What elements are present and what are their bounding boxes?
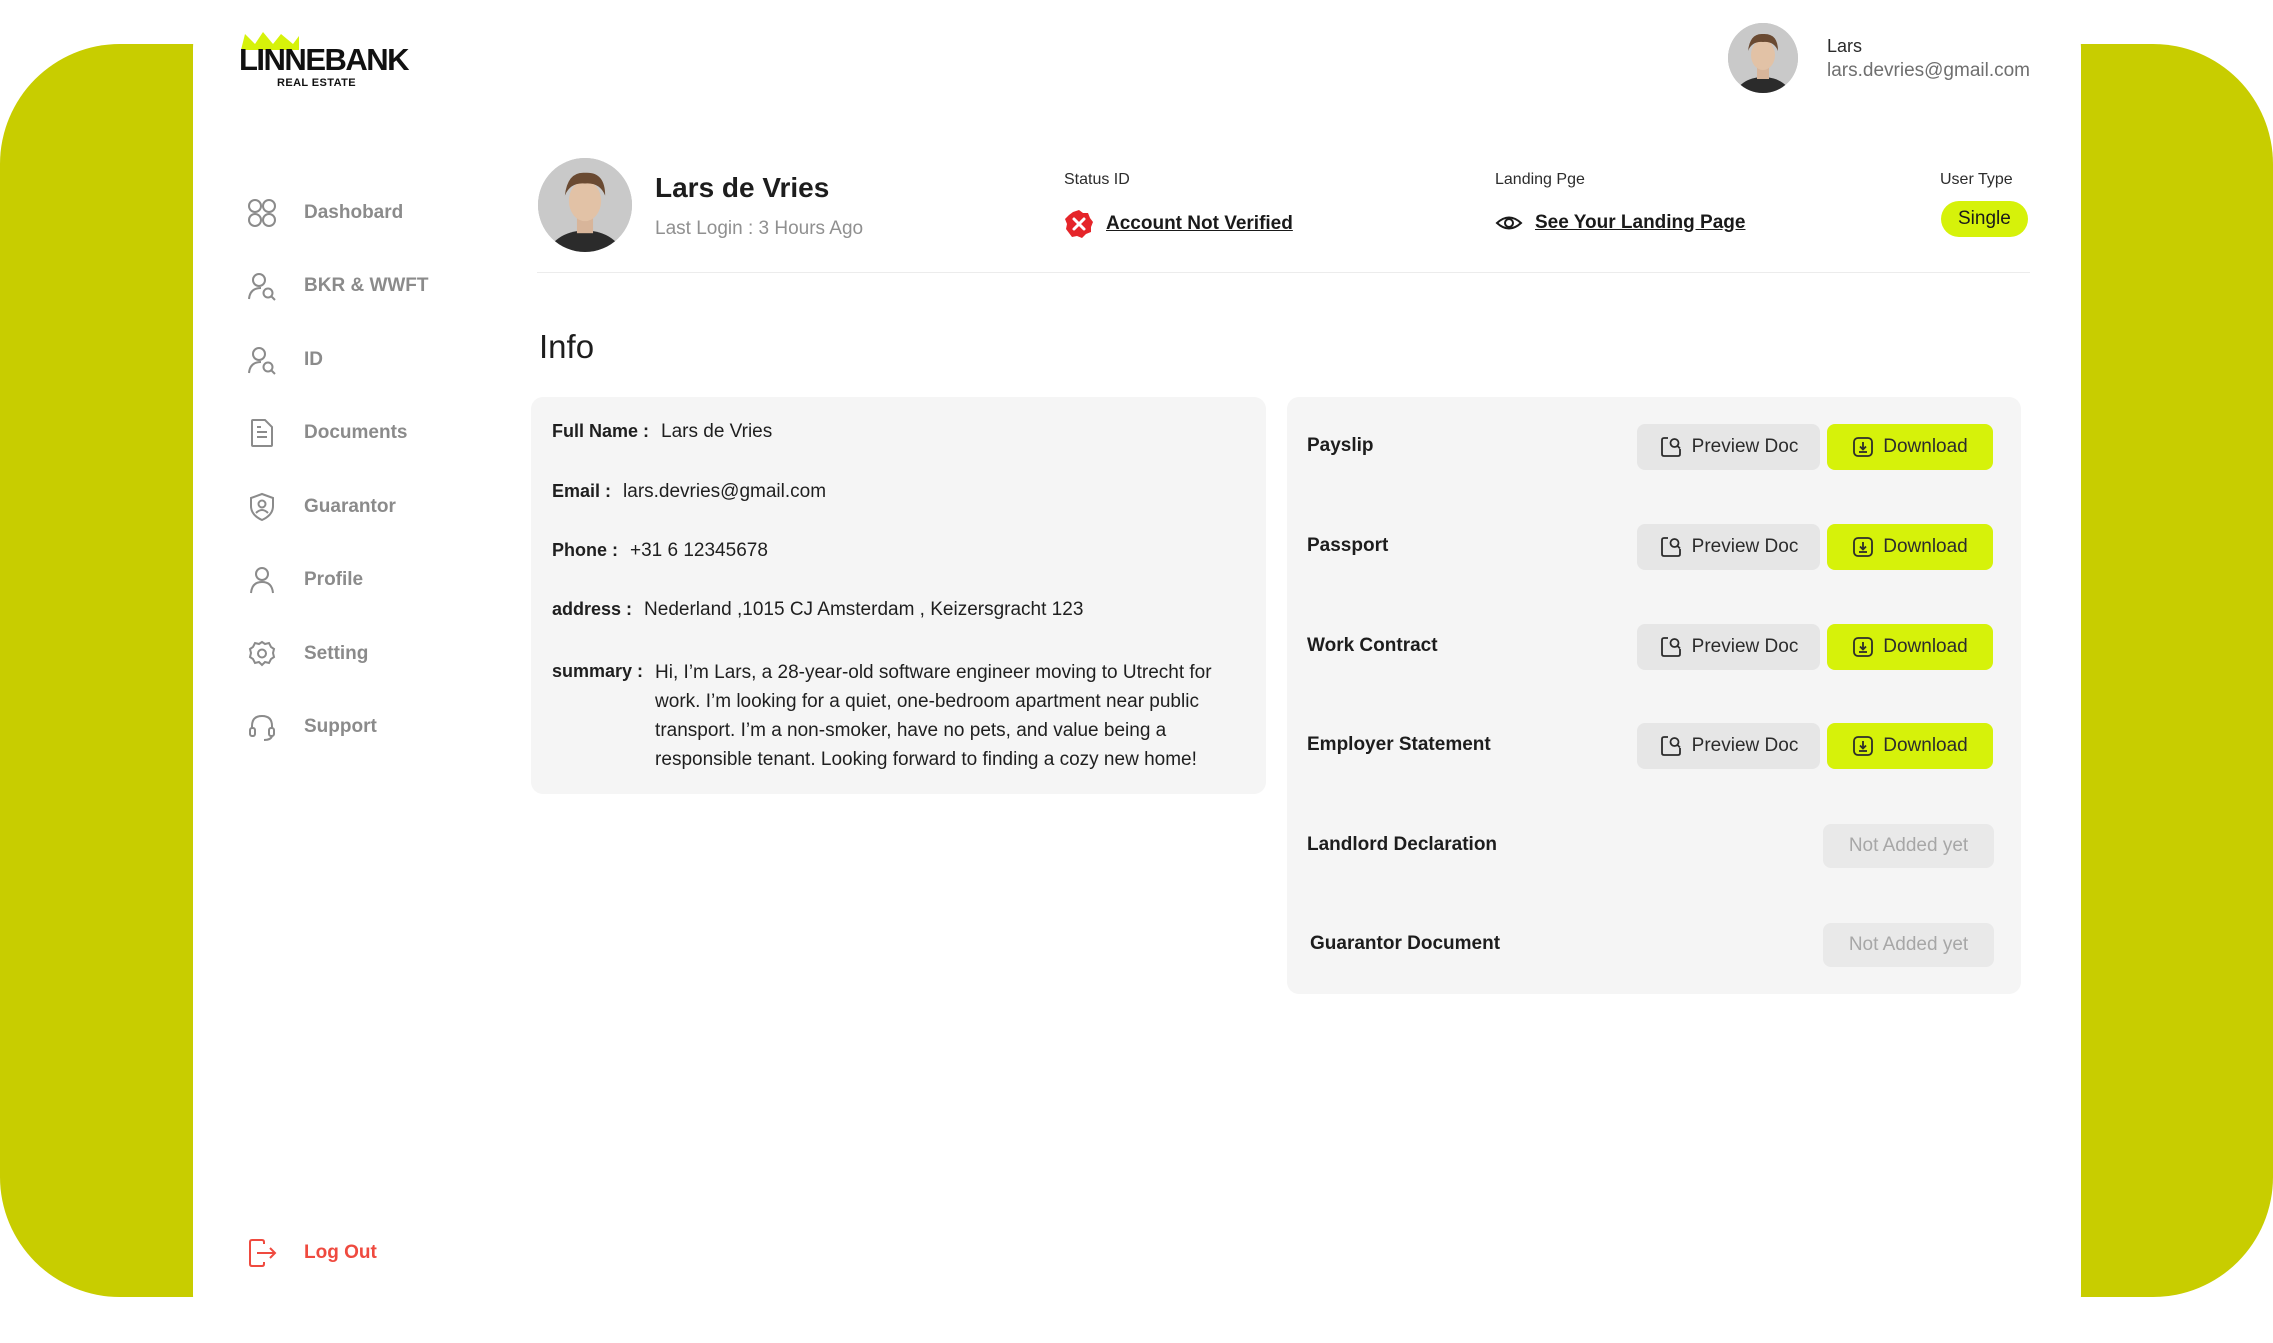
logout-icon	[245, 1236, 279, 1270]
user-type-badge: Single	[1941, 201, 2028, 237]
download-icon	[1852, 735, 1874, 757]
document-row	[1287, 821, 2021, 869]
app-window	[193, 0, 2081, 1343]
download-icon	[1852, 636, 1874, 658]
phone-row	[552, 540, 768, 562]
brand-subtitle: REAL ESTATE	[277, 77, 356, 89]
summary-row	[552, 661, 1235, 774]
landing-page-label: Landing Pge	[1495, 171, 1585, 188]
sidebar-item-support[interactable]	[245, 691, 429, 765]
user-avatar[interactable]	[1728, 23, 1798, 93]
sidebar-nav	[245, 176, 429, 764]
landing-page	[1495, 209, 1745, 237]
document-row	[1287, 522, 2021, 570]
summary-label: summary :	[552, 661, 644, 681]
section-title: Info	[539, 328, 595, 365]
download-label: Download	[1883, 536, 1968, 557]
download-button[interactable]	[1827, 524, 1993, 570]
preview-doc-label: Preview Doc	[1691, 436, 1799, 457]
user-type-label: User Type	[1940, 171, 2013, 188]
preview-doc-button[interactable]	[1637, 424, 1820, 470]
user-email: lars.devries@gmail.com	[1827, 60, 2031, 81]
sidebar-item-label: BKR & WWFT	[304, 275, 429, 297]
full-name-label: Full Name :	[552, 421, 650, 441]
sidebar-item-documents[interactable]	[245, 397, 429, 471]
download-label: Download	[1883, 636, 1968, 657]
eye-icon	[1495, 209, 1523, 237]
preview-doc-label: Preview Doc	[1691, 636, 1799, 657]
sidebar-item-setting[interactable]	[245, 617, 429, 691]
summary-value: Hi, I’m Lars, a 28-year-old software engineer moving to Utrecht for work. I’m looking for a quiet, one-bedroom apartment near public transport. I’m a non-smoker, have no pets, and value being a responsible tenant. Looking forward to finding a cozy new home!	[655, 662, 1212, 770]
shield-user-icon	[245, 490, 279, 524]
sidebar-item-label: Setting	[304, 642, 369, 664]
profile-name: Lars de Vries	[655, 172, 830, 203]
document-row	[1287, 622, 2021, 670]
last-login: Last Login : 3 Hours Ago	[655, 218, 864, 239]
preview-doc-icon	[1659, 734, 1683, 758]
status-id-label: Status ID	[1064, 171, 1130, 188]
sidebar-item-profile[interactable]	[245, 544, 429, 618]
document-row	[1287, 920, 2021, 968]
brand-logo[interactable]	[239, 30, 419, 90]
user-icon	[245, 563, 279, 597]
sidebar-item-bkr-wwft[interactable]	[245, 250, 429, 324]
status-id	[1064, 209, 1293, 239]
full-name-value: Lars de Vries	[661, 421, 773, 442]
email-row	[552, 481, 826, 503]
download-button[interactable]	[1827, 424, 1993, 470]
download-icon	[1852, 536, 1874, 558]
sidebar-item-id[interactable]	[245, 323, 429, 397]
document-row	[1287, 422, 2021, 470]
address-label: address :	[552, 599, 633, 619]
download-button[interactable]	[1827, 723, 1993, 769]
info-panel	[531, 397, 1266, 794]
email-value: lars.devries@gmail.com	[623, 481, 827, 502]
user-id-icon	[245, 343, 279, 377]
address-value: Nederland ,1015 CJ Amsterdam , Keizersgracht 123	[644, 599, 1084, 620]
document-name: Landlord Declaration	[1307, 834, 1498, 855]
preview-doc-button[interactable]	[1637, 723, 1820, 769]
gear-icon	[245, 637, 279, 671]
logout-button[interactable]	[245, 1236, 377, 1270]
document-name: Work Contract	[1307, 635, 1438, 656]
brand-name: LINNEBANK	[239, 42, 409, 77]
error-badge-icon	[1064, 209, 1094, 239]
preview-doc-icon	[1659, 535, 1683, 559]
preview-doc-label: Preview Doc	[1691, 735, 1799, 756]
document-icon	[245, 416, 279, 450]
not-added-badge: Not Added yet	[1823, 824, 1994, 868]
account-not-verified-link[interactable]: Account Not Verified	[1106, 213, 1293, 234]
grid-icon	[245, 196, 279, 230]
document-name: Guarantor Document	[1310, 933, 1501, 954]
sidebar-item-label: Profile	[304, 569, 364, 591]
sidebar-item-dashboard[interactable]	[245, 176, 429, 250]
user-name: Lars	[1827, 36, 1863, 56]
download-label: Download	[1883, 436, 1968, 457]
see-landing-page-link[interactable]: See Your Landing Page	[1535, 212, 1746, 233]
sidebar-item-label: Guarantor	[304, 495, 396, 517]
document-name: Employer Statement	[1307, 734, 1491, 755]
header-divider	[537, 272, 2030, 273]
sidebar-item-label: ID	[304, 348, 323, 370]
email-label: Email :	[552, 481, 612, 501]
download-icon	[1852, 436, 1874, 458]
address-row	[552, 599, 1083, 621]
user-search-icon	[245, 269, 279, 303]
logout-label: Log Out	[304, 1242, 377, 1263]
sidebar-item-label: Documents	[304, 422, 408, 444]
phone-value: +31 6 12345678	[630, 540, 768, 561]
preview-doc-icon	[1659, 635, 1683, 659]
preview-doc-button[interactable]	[1637, 524, 1820, 570]
preview-doc-button[interactable]	[1637, 624, 1820, 670]
profile-avatar	[538, 158, 632, 252]
preview-doc-icon	[1659, 435, 1683, 459]
sidebar-item-guarantor[interactable]	[245, 470, 429, 544]
headset-icon	[245, 710, 279, 744]
document-name: Payslip	[1307, 435, 1374, 456]
not-added-badge: Not Added yet	[1823, 923, 1994, 967]
document-row	[1287, 721, 2021, 769]
download-button[interactable]	[1827, 624, 1993, 670]
documents-panel	[1287, 397, 2021, 994]
preview-doc-label: Preview Doc	[1691, 536, 1799, 557]
full-name-row	[552, 421, 772, 443]
download-label: Download	[1883, 735, 1968, 756]
sidebar-item-label: Support	[304, 716, 377, 738]
document-name: Passport	[1307, 535, 1389, 556]
sidebar-item-label: Dashobard	[304, 201, 404, 223]
phone-label: Phone :	[552, 540, 618, 560]
